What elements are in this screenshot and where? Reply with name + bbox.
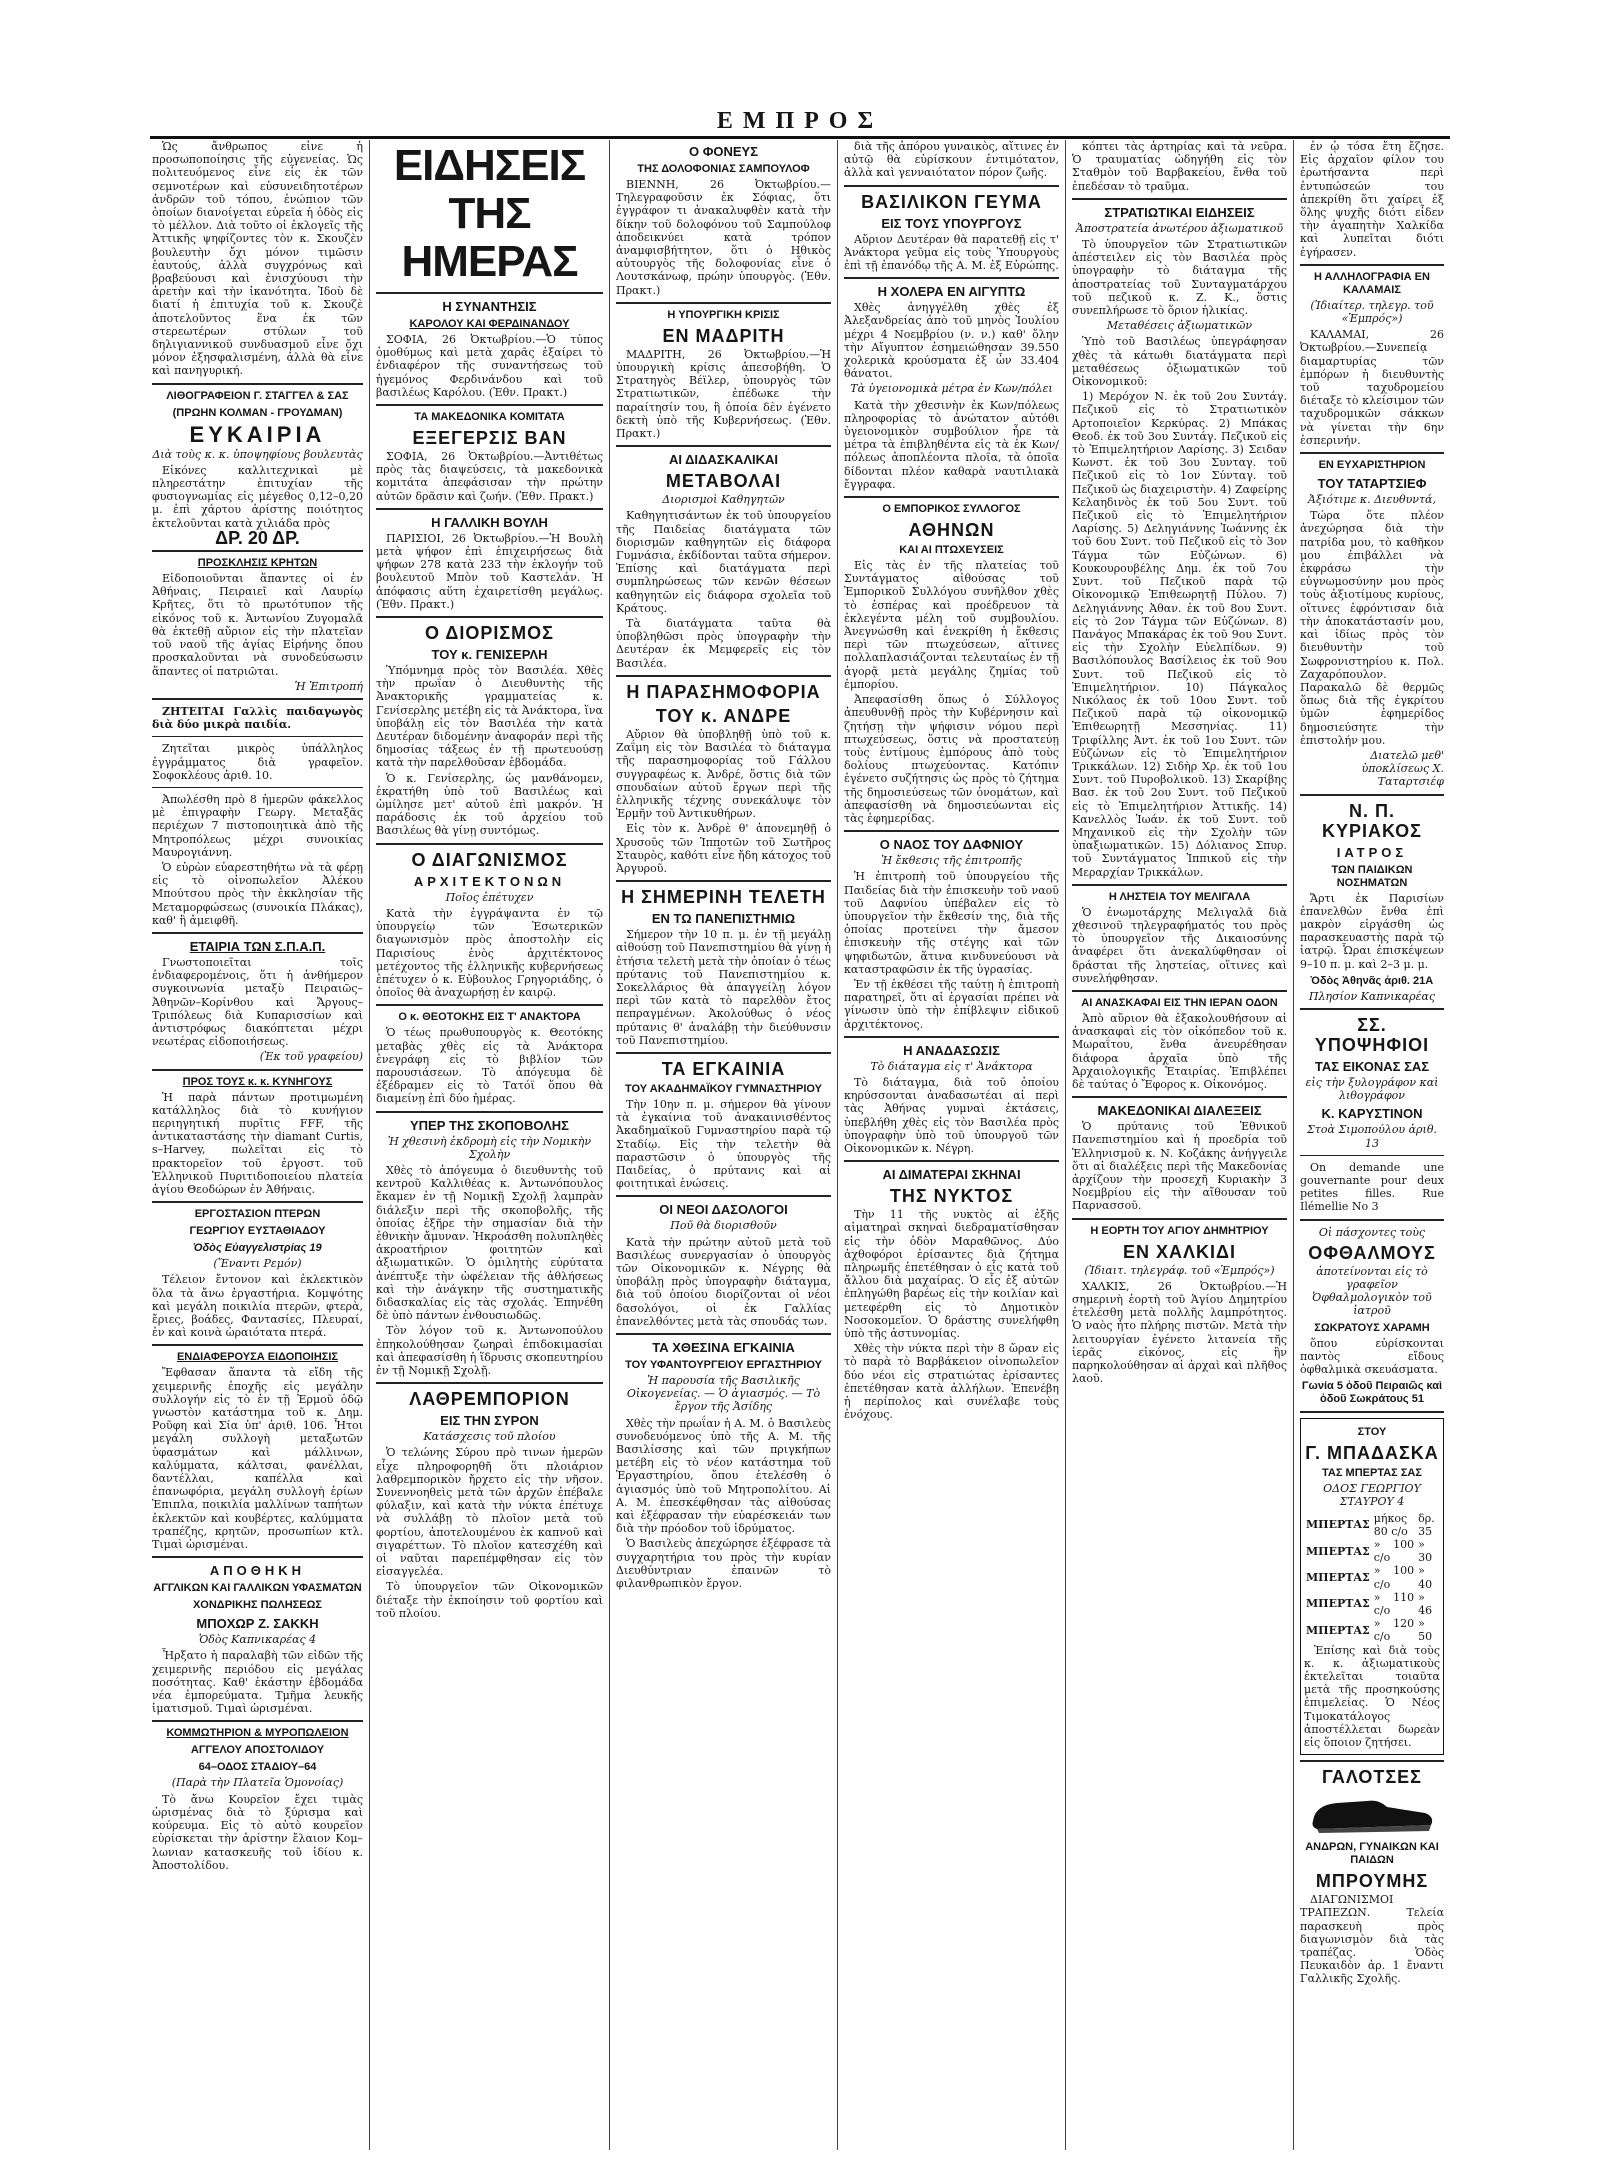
ad-address: Ὁδὸς Καπνικαρέας 4	[198, 1633, 317, 1647]
article-heading: ΣΤΡΑΤΙΩΤΙΚΑΙ ΕΙΔΗΣΕΙΣ	[1104, 204, 1255, 220]
ad-text: Τὸ ἄνω Κουρεῖον ἔχει τιμὰς ὡρισμένας διὰ τὸ ξύρισμα καὶ κούρευμα. Εἰς τὸ αὐτὸ κουρεῖον εὑρίσκεται τὴν ἀρίστην ἔλαιον Κομ–λωνιαν κατασκευῆς τοῦ ἰδίου κ. Ἀποστολίδου.	[152, 1792, 363, 1872]
article-text: Ὁ τέως πρωθυπουργὸς κ. Θεοτόκης μεταβὰς χθὲς εἰς τὰ Ἀνάκτορα ἐνεγράφη εἰς τὸ βιβλίον τῶν παρουσιάσεων. Τὸ ἀπόγευμα δὲ ἐξέδραμεν εἰς τὸ Τατόϊ ὅπου θὰ διαμείνῃ ἐπὶ δύο ἡμέρας.	[376, 1026, 603, 1106]
article-text: Ὁ τελώνης Σύρου πρὸ τινων ἡμερῶν εἶχε πληροφορηθῆ ὅτι πλοιάριον λαθρεμπορικὸν ἤρχετο εἰς τὴν νῆσον. Συνεννοηθεὶς μετὰ τῶν ἀρχῶν ἐπέβαλε φύλαξιν, καὶ κατὰ τὴν νύκτα ἐπέτυχε νὰ συλλάβῃ τὸ πλοῖον μετὰ τοῦ φορτίου, ἀποτελουμένου ἐκ καπνοῦ καὶ σιγαρέττων. Τὸ πλοῖον κατεσχέθη καὶ οἱ ναῦται παρεπέμφθησαν εἰς τὸν εἰσαγγελέα.	[376, 1446, 603, 1579]
ad-heading: ΚΟΜΜΩΤΗΡΙΟΝ & ΜΥΡΟΠΩΛΕΙΟΝ	[166, 1727, 349, 1740]
article-text: Τὸν λόγον τοῦ κ. Ἀντωνοπούλου ἐπηκολούθησαν ζωηραὶ ἐπιδοκιμασίαι καὶ ἀπεφασίσθη ἡ ἵδρυσις σκοπευτηρίου ἐν τῇ Νομικῇ Σχολῇ.	[376, 1324, 603, 1377]
article-subheading: ΑΘΗΝΩΝ	[908, 520, 995, 541]
price-cell-size: » 120 c/ο	[1373, 1617, 1415, 1644]
article-heading: Η ΣΗΜΕΡΙΝΗ ΤΕΛΕΤΗ	[621, 887, 826, 908]
notice-text: Γνωστοποιεῖται τοῖς ἐνδιαφερομένοις, ὅτι ἡ ἀνθήμερον συγκοινωνία μεταξὺ Πειραιῶς–Ἀθηνῶν–Κορίνθου καὶ Ἄργους–Τριπόλεως διὰ Κυπαρισσίων καὶ ἀντιστρόφως διακόπτεται μέχρι νεωτέρας εἰδοποιήσεως.	[152, 955, 363, 1049]
price-row	[1304, 1512, 1440, 1538]
notice-heading: ΠΡΟΣΚΛΗΣΙΣ ΚΡΗΤΩΝ	[197, 557, 318, 570]
article-text: Χθὲς τὸ ἀπόγευμα ὁ διευθυντὴς τοῦ κεντροῦ Καλλιθέας κ. Ἀντωνόπουλος ἔκαμεν ἐν τῇ Νομικῇ Σχολῇ λαμπρὰν διάλεξιν περὶ τῆς σκοποβολῆς, τῆς ὁποίας ἐξῆρε τὴν σημασίαν διὰ τὴν ἐθνικὴν ἄμυναν. Ἠκροάσθη πολυπληθὲς ἀκροατήριον φοιτητῶν καὶ ἀξιωματικῶν. Ὁ ὁμιλητὴς εὐρύτατα ἀνέπτυξε τὴν ὠφέλειαν τῆς ἀθλήσεως καὶ τὴν ἀνάγκην τῆς συστηματικῆς διδασκαλίας εἰς τὰς σχολάς. Ἐπηνέθη δὲ ὑπὸ πάντων ἐνθουσιωδῶς.	[376, 1163, 603, 1323]
price-row	[1304, 1538, 1440, 1564]
article-text: Χθὲς τὴν πρωΐαν ἡ Α. Μ. ὁ Βασιλεὺς συνοδευόμενος ὑπὸ τῆς Α. Μ. τῆς Βασιλίσσης καὶ τῶν πριγκήπων μετέβη εἰς τὸ νέον κατάστημα τοῦ Ἐργαστηρίου, ὅπου ἐτελέσθη ὁ ἁγιασμός ὑπὸ τοῦ Μητροπολίτου. Αἱ Α. Μ. ἐπεσκέφθησαν τὰς αἰθούσας καὶ ἐξέφρασαν τὴν εὐαρέσκειάν των διὰ τὴν πρόοδον τοῦ ἱδρύματος.	[616, 1416, 831, 1536]
article-heading: ΜΑΚΕΔΟΝΙΚΑΙ ΔΙΑΛΕΞΕΙΣ	[1097, 1103, 1262, 1119]
article-subheading: ΤΟΥ ΥΦΑΝΤΟΥΡΓΕΙΟΥ ΕΡΓΑΣΤΗΡΙΟΥ	[625, 1359, 822, 1371]
ad-heading: Γ. ΜΠΑΔΑΣΚΑ	[1305, 1443, 1439, 1464]
article-subheading: ΚΑΡΟΛΟΥ ΚΑΙ ΦΕΡΔΙΝΑΝΔΟΥ	[409, 318, 570, 330]
article-text: ΧΑΛΚΙΣ, 26 Ὀκτωβρίου.—Ἡ σημερινὴ ἑορτὴ τοῦ Ἁγίου Δημητρίου ἐτελέσθη μετὰ πολλῆς λαμπρότητος. Ὁ ναὸς ἦτο πλήρης πιστῶν. Μετὰ τὴν λειτουργίαν ἐγένετο λιτανεία τῆς ἱερᾶς εἰκόνος, εἰς ἣν παρηκολούθησαν αἱ ἀρχαὶ καὶ πλῆθος λαοῦ.	[1072, 1279, 1287, 1386]
ad-text: ΔΙΑΓΩΝΙΣΜΟΙ ΤΡΑΠΕΖΩΝ. Τελεία παρασκευὴ πρὸς διαγωνισμὸν διὰ τὰς τραπέζας. Ὁδὸς Πευκαιδὸν ἀρ. 1 ἔναντι Γαλλικῆς Σχολῆς.	[1300, 1893, 1444, 1986]
ad-subheading: ΤΑΣ ΕΙΚΟΝΑΣ ΣΑΣ	[1314, 1058, 1430, 1074]
ad-address: Ὁδὸς Εὐαγγελιστρίας 19	[193, 1242, 322, 1255]
ad-text: Ἔφθασαν ἅπαντα τὰ εἴδη τῆς χειμερινῆς ἐποχῆς εἰς μεγάλην συλλογήν εἰς τὸ ἐν τῇ Ἑρμοῦ ὁδῷ γνωστὸν κατάστημα τοῦ κ. Δημ. Ροῦφη καὶ Σία ὑπ' ἀριθ. 106. Ἦτοι μεγάλη συλλογὴ μεταξωτῶν ὑφασμάτων καὶ μάλλινων, καλύμματα, κάλτσαι, φανέλλαι, δαντέλλαι, καπέλλα καὶ ἐπανωφόρια, μεγάλη συλλογὴ ἐρίων Ἐπιπλα, ποικιλία μαλλίνων ταπήτων ἐκλεκτῶν καὶ κουβέρτες, καλύμματα τραπέζης, κρητῶν, προσωπίων κτλ. Τιμαὶ ὡρισμέναι.	[152, 1366, 363, 1552]
ad-heading: ΠΡΟΣ ΤΟΥΣ κ. κ. ΚΥΝΗΓΟΥΣ	[182, 1075, 333, 1088]
classified-text: Ἀπωλέσθη πρὸ 8 ἡμερῶν φάκελλος μὲ ἐπιγραφὴν Γεωργ. Μεταξᾶς περιέχων 7 πιστοποιητικὰ ἀπὸ τῆς Μητροπόλεως μέχρι συνοικίας Μαυρογιάννη.	[152, 792, 363, 859]
article-text: κόπτει τὰς ἀρτηρίας καὶ τὰ νεῦρα. Ὁ τραυματίας ὡδηγήθη εἰς τὸν Σταθμὸν τοῦ Βαρβακείου, ἔνθα τοῦ ἐπεδέσαν τὸ τραῦμα.	[1072, 140, 1287, 193]
article-kicker: Τὰ ὑγειονομικὰ μέτρα ἐν Κων/πόλει	[850, 382, 1053, 396]
price-cell-label: ΜΠΕΡΤΑΣ	[1306, 1571, 1370, 1585]
ad-heading: ΛΙΘΟΓΡΑΦΕΙΟΝ Γ. ΣΤΑΓΓΕΛ & ΣΑΣ	[166, 389, 349, 402]
ad-text: Τέλειον ἔντονον καὶ ἐκλεκτικὸν ὅλα τὰ ἄνω ἐργαστήρια. Κομψότης καὶ μεγάλη ποικιλία πτερῶν, φτερὰ, ἔριες, βοάδες, Φαντασίες, Πλευραί, ἐν καὶ κοινὰ ὡραιότατα πτερά.	[152, 1273, 363, 1340]
article-subheading: ΜΕΤΑΒΟΛΑΙ	[665, 471, 782, 492]
galoshes-icon	[1307, 1791, 1437, 1837]
ad-subheading: ΑΓΓΛΙΚΩΝ ΚΑΙ ΓΑΛΛΙΚΩΝ ΥΦΑΣΜΑΤΩΝ	[153, 1582, 362, 1595]
article-text: Ἀπεφασίσθη ὅπως ὁ Σύλλογος ἀπευθυνθῇ πρὸς τὴν Κυβέρνησιν καὶ ζητήσῃ τὴν ψήφισιν νόμου περὶ πτωχεύσεως, ὅστις νὰ προστατεύῃ τοὺς ἐντίμους ἐμπόρους ἀπὸ τοὺς δολίους πτωχεύοντας. Κατόπιν ἐγένετο συζήτησις ὡς πρὸς τὸ ζήτημα τῆς δημοσιεύσεως τῶν ὀνομάτων, καὶ ἀπεφασίσθη νὰ δημοσιεύωνται εἰς τὰς ἐφημερίδας.	[844, 693, 1059, 825]
article-heading: ΟΙ ΝΕΟΙ ΔΑΣΟΛΟΓΟΙ	[659, 1202, 788, 1218]
article-text: Κατὰ τὴν πρώτην αὐτοῦ μετὰ τοῦ Βασιλέως συνεργασίαν ὁ ὑπουργὸς τῶν Οἰκονομικῶν κ. Νέγρης θὰ ὑποβάλῃ πρὸς ὑπογραφὴν διάταγμα, διὰ τοῦ ὁποίου διορίζονται οἱ νέοι δασολόγοι, οἱ ἐκ Γαλλίας ἐπανελθόντες μετὰ τὰς σπουδάς των.	[616, 1235, 831, 1328]
ad-subheading: ΧΟΝΔΡΙΚΗΣ ΠΩΛΗΣΕΩΣ	[192, 1599, 323, 1612]
notice-heading: ΕΤΑΙΡΙΑ ΤΩΝ Σ.Π.Α.Π.	[189, 938, 326, 954]
article-kicker: Διορισμοὶ Καθηγητῶν	[662, 493, 785, 507]
ad-address: 64–ΟΔΟΣ ΣΤΑΔΙΟΥ–64	[198, 1761, 317, 1774]
article-kicker: Ποῦ θὰ διορισθοῦν	[670, 1219, 777, 1233]
ad-text: ἀποτείνονται εἰς τὸ γραφεῖον Ὀφθαλμολογικὸν τοῦ ἰατροῦ	[1312, 1264, 1432, 1318]
article-text: Εἰς τὸν κ. Ἀνδρὲ θ' ἀπονεμηθῇ ὁ Χρυσοῦς τῶν Ἱπποτῶν τοῦ Σωτῆρος Σταυρὸς, καθότι εἶνε ἤδη κάτοχος τοῦ Ἀργυροῦ.	[616, 822, 831, 875]
article-text: Αὔριον Δευτέραν θὰ παρατεθῇ εἰς τ' Ἀνάκτορα γεῦμα εἰς τοὺς Ὑπουργοὺς ἐπὶ τῇ ἐπανόδῳ τῆς Α. Μ. ἐξ Εὐρώπης.	[844, 232, 1059, 273]
ad-price: ΔΡ. 20 ΔΡ.	[215, 527, 300, 548]
article-heading: Η ΑΝΑΔΑΣΩΣΙΣ	[903, 1042, 1000, 1058]
article-kicker: Ἀποστρατεία ἀνωτέρου ἀξιωματικοῦ	[1075, 221, 1284, 235]
article-subheading: ΕΙΣ ΤΟΥΣ ΥΠΟΥΡΓΟΥΣ	[881, 215, 1022, 231]
article-heading: ΕΝ ΕΥΧΑΡΙΣΤΗΡΙΟΝ	[1318, 459, 1426, 472]
ad-address-note: (Παρὰ τὴν Πλατεῖα Ὁμονοίας)	[171, 1776, 344, 1790]
article-heading: ΑΙ ΑΝΑΣΚΑΦΑΙ ΕΙΣ ΤΗΝ ΙΕΡΑΝ ΟΔΟΝ	[1081, 996, 1278, 1009]
article-kicker: Ἀξιότιμε κ. Διευθυντά,	[1308, 493, 1436, 507]
ad-text: Ἄρτι ἐκ Παρισίων ἐπανελθὼν ἔνθα ἐπὶ μακρὸν εἰργάσθη ὡς παρασκευαστὴς παρὰ τῷ ἰατρῷ. Ὧραι ἐπισκέψεων 9–10 π. μ. καὶ 2–3 μ. μ.	[1300, 891, 1444, 971]
article-heading: Ο ΝΑΟΣ ΤΟΥ ΔΑΦΝΙΟΥ	[879, 837, 1024, 853]
article-text: Ὁ πρύτανις τοῦ Ἐθνικοῦ Πανεπιστημίου καὶ ἡ προεδρία τοῦ Ἑλληνισμοῦ κ. Ν. Κοζάκης ἀνήγγειλε ὅτι αἱ διαλέξεις περὶ τῆς Μακεδονίας ἀρχίζουν τὴν προσεχῆ Κυριακὴν 3 Νοεμβρίου εἰς τὴν αἴθουσαν τοῦ Παρνασσοῦ.	[1072, 1120, 1287, 1213]
ad-heading: ΕΝΔΙΑΦΕΡΟΥΣΑ ΕΙΔΟΠΟΙΗΣΙΣ	[176, 1351, 339, 1364]
article-heading: Η ΑΛΛΗΛΟΓΡΑΦΙΑ ΕΝ ΚΑΛΑΜΑΙΣ	[1314, 270, 1430, 296]
price-cell-label: ΜΠΕΡΤΑΣ	[1306, 1597, 1370, 1611]
article-text: Καθηγητισάντων ἐκ τοῦ ὑπουργείου τῆς Παιδείας διατάγματα τῶν διορισμῶν καθηγητῶν εἰς διάφορα Γυμνάσια, ἐκδίδονται ταῦτα σήμερον. Ἐπίσης καὶ διατάγματα περὶ συμπληρώσεως τῶν κενῶν θέσεων καθηγητῶν εἰς διάφορα σχολεῖα τοῦ Κράτους.	[616, 509, 831, 615]
ad-text: ὅπου εὑρίσκονται παντὸς εἴδους ὀφθαλμικὰ σκευάσματα.	[1300, 1336, 1444, 1376]
price-cell-label: ΜΠΕΡΤΑΣ	[1306, 1518, 1370, 1532]
article-text: ΣΟΦΙΑ, 26 Ὀκτωβρίου.—Ἀντιθέτως πρὸς τὰς διαψεύσεις, τὰ μακεδονικὰ κομιτάτα ἀπεφάσισαν τὴν πρώτην αὐτῶν δρᾶσιν καὶ ζωήν. (Ἐθν. Πρακτ.)	[376, 450, 603, 503]
ad-owner: ΜΠΡΟΥΜΗΣ	[1315, 1871, 1429, 1892]
column-3	[616, 140, 838, 2150]
article-heading: Η ΓΑΛΛΙΚΗ ΒΟΥΛΗ	[431, 514, 548, 530]
article-heading: Ο ΦΟΝΕΥΣ	[688, 144, 759, 159]
ad-subheading: ΤΑΣ ΜΠΕΡΤΑΣ ΣΑΣ	[1322, 1467, 1422, 1480]
classified-text: Ὁ εὑρὼν εὐαρεστηθήτω νὰ τὰ φέρῃ εἰς τὸ οἰνοπωλεῖον Ἀλέκου Μπούτσου πρὸς τὴν ἐκκλησίαν τῆς Μεταμορφώσεως (συνοικία Πλάκας), καθ' ἣ ἀμειφθῆ.	[152, 860, 363, 927]
price-row	[1304, 1564, 1440, 1590]
classified-text: ΖΗΤΕΙΤΑΙ Γαλλὶς παιδαγωγὸς διὰ δύο μικρὰ παιδία.	[152, 704, 363, 732]
article-subheading: ΕΝ ΧΑΛΚΙΔΙ	[1123, 1241, 1236, 1262]
article-heading: ΤΑ ΜΑΚΕΔΟΝΙΚΑ ΚΟΜΙΤΑΤΑ	[414, 411, 565, 424]
article-kicker: (Ἰδιαίτερ. τηλεγρ. τοῦ «Ἐμπρός»)	[1310, 298, 1434, 326]
price-cell-price: » 30	[1418, 1538, 1433, 1565]
article-text: Ὑπὸ τοῦ Βασιλέως ὑπεγράφησαν χθὲς τὰ κάτωθι διατάγματα περὶ μεταθέσεως ὀξιωματικῶν τοῦ Οἰκονομικοῦ:	[1072, 335, 1287, 389]
ad-address: Στοὰ Σιμοπούλου ἀριθ. 13	[1307, 1123, 1437, 1150]
article-text: ΜΑΔΡΙΤΗ, 26 Ὀκτωβρίου.—Ἡ ὑπουργικὴ κρίσις ἀπεσοβήθη. Ὁ Στρατηγὸς Βέϊλερ, ὑπουργὸς τῶν Στρατιωτικῶν, ἐπέδωκε τὴν παραίτησίν του, ἣ ὁποία δὲν ἐγένετο δεκτὴ ὑπὸ τῆς Κυβερνήσεως. (Ἐθν. Πρακτ.)	[616, 347, 831, 441]
article-subheading: ΤΗΣ ΔΟΛΟΦΟΝΙΑΣ ΣΑΜΠΟΥΛΟΦ	[637, 163, 810, 175]
column-1	[152, 140, 370, 2150]
article-heading: Η ΕΟΡΤΗ ΤΟΥ ΑΓΙΟΥ ΔΗΜΗΤΡΙΟΥ	[1090, 1224, 1269, 1237]
article-text: Τὸ διάταγμα, διὰ τοῦ ὁποίου κηρύσσονται ἀναδασωτέαι αἱ περὶ τὰς Ἀθήνας γυμναὶ ἐκτάσεις, ὑπεβλήθη χθὲς εἰς τὸν Βασιλέα πρὸς ὑπογραφὴν ὑπὸ τοῦ ὑπουργοῦ τῶν Οἰκονομικῶν κ. Νέγρη.	[844, 1075, 1059, 1155]
ad-kicker: Οἱ πάσχοντες τοὺς	[1318, 1225, 1426, 1239]
article-kicker: Ἡ χθεσινὴ ἐκδρομὴ εἰς τὴν Νομικὴν Σχολὴν	[387, 1134, 592, 1161]
price-row	[1304, 1591, 1440, 1617]
ad-title: ΙΑΤΡΟΣ	[1336, 844, 1408, 860]
newspaper-title: ΕΜΠΡΟΣ	[716, 108, 884, 134]
ad-owner: ΑΓΓΕΛΟΥ ΑΠΟΣΤΟΛΙΔΟΥ	[190, 1744, 325, 1757]
article-heading: ΤΑ ΕΓΚΑΙΝΙΑ	[661, 1058, 786, 1079]
masthead	[150, 108, 1450, 139]
ad-title: ΕΥΚΑΙΡΙΑ	[189, 421, 326, 447]
ad-heading: ΓΑΛΟΤΣΕΣ	[1322, 1767, 1422, 1788]
article-heading: ΛΑΘΡΕΜΠΟΡΙΟΝ	[409, 1389, 570, 1410]
article-heading: Ο κ. ΘΕΟΤΟΚΗΣ ΕΙΣ Τ' ΑΝΑΚΤΟΡΑ	[398, 1011, 581, 1024]
article-text: Κατὰ τὴν ἐγγράψαντα ἐν τῷ ὑπουργείῳ τῶν Ἐσωτερικῶν διαγωνισμὸν πρὸς ἀποστολὴν εἰς Παρισίους ἑνὸς ἀρχιτέκτονος μετέχοντος τῆς ἑλληνικῆς κυβερνήσεως ἐπέτυχεν ὁ κ. Εὐβουλος Γρηγοριάδης, ὁ ὁποῖος θὰ ἀναχωρήσῃ ἐν καιρῷ.	[376, 906, 603, 1000]
ad-address-note: Πλησίον Καπνικαρέας	[1308, 989, 1436, 1003]
article-text: διὰ τῆς ἀπόρου γυναικὸς, αἵτινες ἐν αὐτῷ θὰ εὑρίσκουν ἐντιμότατον, ἀλλὰ καὶ γενναιότατον πόρον ζωῆς.	[844, 140, 1059, 180]
article-text: Τὴν 10ην π. μ. σήμερον θὰ γίνουν τὰ ἐγκαίνια τοῦ ἀνακαινισθέντος Ἀκαδημαϊκοῦ Γυμναστηρίου παρὰ τῷ Σταδίῳ. Εἰς τὴν τελετὴν θὰ παραστῶσιν ὁ ὑπουργὸς τῆς Παιδείας, ὁ πρύτανις καὶ αἱ φοιτητικαὶ ἑνώσεις.	[616, 1097, 831, 1191]
article-heading: Η ΠΑΡΑΣΗΜΟΦΟΡΙΑ	[626, 681, 821, 702]
article-kicker: Ἡ ἔκθεσις τῆς ἐπιτροπῆς	[881, 854, 1022, 868]
article-subheading: ΚΑΙ ΑΙ ΠΤΩΧΕΥΣΕΙΣ	[899, 544, 1004, 557]
article-kicker: (Ἰδιαιτ. τηλεγράφ. τοῦ «Ἐμπρός»)	[1084, 1263, 1275, 1277]
article-heading: Ο ΔΙΑΓΩΝΙΣΜΟΣ	[411, 849, 568, 870]
article-heading: ΑΙ ΔΙΜΑΤΕΡΑΙ ΣΚΗΝΑΙ	[882, 1167, 1021, 1183]
article-subheading: ΤΗΣ ΝΥΚΤΟΣ	[889, 1186, 1014, 1207]
price-cell-size: » 100 c/ο	[1373, 1538, 1415, 1565]
ad-subheading: ΑΝΔΡΩΝ, ΓΥΝΑΙΚΩΝ ΚΑΙ ΠΑΙΔΩΝ	[1305, 1841, 1439, 1867]
article-text: Τὸ ὑπουργεῖον τῶν Οἰκονομικῶν διέταξε τὴν ἐκποίησιν τοῦ φορτίου καὶ τοῦ πλοίου.	[376, 1580, 603, 1620]
price-cell-size: μήκος 80 c/ο	[1373, 1511, 1408, 1538]
article-heading: Η ΧΟΛΕΡΑ ΕΝ ΑΙΓΥΠΤΩ	[877, 284, 1026, 300]
ad-owner: ΓΕΩΡΓΙΟΥ ΕΥΣΤΑΘΙΑΔΟΥ	[189, 1225, 326, 1238]
article-heading: ΑΙ ΔΙΔΑΣΚΑΛΙΚΑΙ	[668, 452, 779, 468]
article-heading: Ο ΔΙΟΡΙΣΜΟΣ	[425, 623, 554, 644]
column-5	[1072, 140, 1294, 2150]
article-text: ΚΑΛΑΜΑΙ, 26 Ὀκτωβρίου.—Συνεπείᾳ διαμαρτυρίας τῶν ἐμπόρων ἡ διευθυντὴς τοῦ ταχυδρομείου διέταξε τὸ κλείσιμον τῶν ταχυδρομικῶν σάκκων νὰ γίνεται τὴν 6ην ἑσπερινήν.	[1300, 328, 1444, 447]
ad-heading: ΑΠΟΘΗΚΗ	[209, 1563, 306, 1579]
article-subheading: ΕΙΣ ΤΗΝ ΣΥΡΟΝ	[440, 1413, 539, 1429]
price-cell-price: » 50	[1418, 1617, 1433, 1644]
article-text: Ὡς ἄνθρωπος εἶνε ἡ προσωποποίησις τῆς εὐγενείας. Ὡς πολιτευόμενος εἶνε εἷς ἐκ τῶν σεμνοτέρων καὶ εὐσυνειδητοτέρων ἀνδρῶν τοῦ τόπου, ἐνώπιον τῶν ὁποίων διανοίγεται εὐρεῖα ἡ ὁδὸς εἰς τὸ μέλλον. Διὰ τοῦτο οἱ ἐκλογεῖς τῆς Ἀττικῆς ψηφίζοντες τὸν κ. Σκουζὲν βουλευτὴν ὄχι μόνον τιμῶσιν ἑαυτούς, ἀλλὰ συγχρόνως καὶ βραβεύουσι καὶ ἐνισχύουσι τὴν ἀρετὴν καὶ τὴν ἱκανότητα. Ἰδοὺ δὲ διατί ἡ ἐπιτυχία τοῦ κ. Σκουζὲ ἀποτελοῦντος ἕνα ἐκ τῶν στερεωτέρων στύλων τοῦ δηλιγιαννικοῦ συνδυασμοῦ εἶνε ὄχι μόνον ἐξησφαλισμένη, ἀλλὰ θὰ εἶνε καὶ πανηγυρική.	[152, 140, 363, 378]
section-banner: ΕΙΔΗΣΕΙΣ ΤΗΣ ΗΜΕΡΑΣ	[393, 141, 586, 286]
article-text: Ἀπὸ αὔριον θὰ ἐξακολουθήσουν αἱ ἀνασκαφαὶ εἰς τὸν οἰκόπεδον τοῦ κ. Μωραΐτου, ἔνθα ἀνευρέθησαν διάφορα ἀρχαῖα ὑπὸ τῆς Ἀρχαιολογικῆς Ἑταιρίας. Ἐπιβλέπει δὲ ταύτας ὁ Ἔφορος κ. Οἰκονόμος.	[1072, 1011, 1287, 1091]
article-text: Κατὰ τὴν χθεσινὴν ἐκ Κων/πόλεως πληροφορίας τὸ ἀνώτατον αὐτόθι ὑγειονομικὸν συμβούλιον ἦρε τὰ μέτρα τὰ ἐπιβληθέντα εἰς τὰ ἐκ Κων/πόλεως ἀποπλέοντα πλοῖα, τὰ ὁποῖα δίδονται πλέον καθαρὰ ναυτιλιακὰ ἔγγραφα.	[844, 398, 1059, 491]
price-table	[1304, 1512, 1440, 1644]
classified-text: Ζητεῖται μικρὸς ὑπάλληλος ἐγγράμματος διὰ γραφεῖον. Σοφοκλέους ἀριθ. 10.	[152, 742, 363, 782]
ad-text: On demande une gouvernante pour deux petites filles. Rue Ilémellie No 3	[1300, 1160, 1444, 1214]
article-text: ΣΟΦΙΑ, 26 Ὀκτωβρίου.—Ὁ τύπος ὁμοθύμως καὶ μετὰ χαρᾶς ἐξαίρει τὸ ἐνδιαφέρον τῆς συναντήσεως τοῦ ἡγεμόνος Φερδινάνδου καὶ τοῦ βασιλέως Καρόλου. (Ἐθν. Πρακτ.)	[376, 333, 603, 399]
price-cell-price: » 40	[1418, 1564, 1433, 1591]
ad-address: Ὁδὸς Ἀθηνᾶς ἀριθ. 21Α	[1310, 974, 1434, 987]
column-4	[844, 140, 1066, 2150]
ad-heading: ΕΡΓΟΣΤΑΣΙΟΝ ΠΤΕΡΩΝ	[194, 1208, 321, 1221]
article-text: Ἐν τῇ ἐκθέσει τῆς ταύτῃ ἡ ἐπιτροπὴ παρατηρεῖ, ὅτι αἱ ἐργασίαι πρέπει νὰ γίνωσιν ὑπὸ τὴν ἐπίβλεψιν εἰδικοῦ ἀρχιτέκτονος.	[844, 977, 1059, 1031]
article-text: Ὁ Βασιλεὺς ἀπεχώρησε ἐξέφρασε τὰ συγχαρητήρια του πρὸς τὴν κυρίαν Διευθύντριαν ἐπαινῶν τὸ φιλανθρωπικὸν ἔργον.	[616, 1537, 831, 1591]
article-heading: Η ΛΗΣΤΕΙΑ ΤΟΥ ΜΕΛΙΓΑΛΑ	[1108, 890, 1251, 903]
article-text: Ὑπόμνημα πρὸς τὸν Βασιλέα. Χθὲς τὴν πρωΐαν ὁ Διευθυντὴς τῆς Ἀνακτορικῆς γραμματείας κ. Γενίσερλης μετέβη εἰς τὰ Ἀνάκτορα, ἵνα ὑποβάλῃ εἰς τὸν Βασιλέα τὴν κατὰ Δευτέραν διδομένην ἀναφοράν περὶ τῆς δημοσίας τάξεως ἐν τῇ πρωτευούσῃ κατὰ τὴν παρελθοῦσαν ἑβδομάδα.	[376, 664, 603, 770]
price-row	[1304, 1617, 1440, 1643]
article-list: 1) Μερόχον Ν. ἐκ τοῦ 2ου Συντάγ. Πεζικοῦ εἰς τὸ Στρατιωτικὸν Αρτοποιεῖον Κερκύρας. 2) Μπάκας Θεοδ. ἐκ τοῦ 3ου Συντάγ. Πεζικοῦ εἰς τὸ Ἐπιμελητήριον Λαρίσης. 3) Σειδαν Κωνστ. ἐκ τοῦ 3ου Συνταγ. τοῦ Πεζικοῦ εἰς τὸ 1ον Σύνταγ. τοῦ Πεζικοῦ ὡς διαχειριστὴν. 4) Ζαφείρης Κελαηδινὸς ἐκ τοῦ 5ου Συντ. τοῦ Πεζικοῦ εἰς τὸ Ἐπιμελητήριον Λαρίσης. 5) Δεληγιάννης Ἰωάννης ἐκ τοῦ 6ου Συντ. τοῦ Πεζικοῦ εἰς τὸ 3ον Τάγμα τῶν Εὐζώνων. 6) Κουκουρουβέλης Δημ. ἐκ τοῦ 7ου Συντ. τοῦ Πεζικοῦ παρὰ τῷ Οἰκονομικῷ Ἐπιθεωρητῇ Πύλου. 7) Δεληγιάννης Ἀθαν. ἐκ τοῦ 8ου Συντ. εἰς τὸ 2ον Τάγμα τῶν Εὐζώνων. 8) Πανάγος Μπακάρας ἐκ τοῦ 9ου Συντ. εἰς τὴν Σχολὴν Εὐελπίδων. 9) Βασιλόπουλος Βασίλειος ἐκ τοῦ 9ου Συντ. τοῦ Πεζικοῦ εἰς τὸ Ἐπιμελητήριον. 10) Πάγκαλος Νικόλαος ἐκ τοῦ 10ου Συντ. τοῦ Πεζικοῦ παρὰ τῷ οἰκονομικῷ Ἐπιθεωρητῇ Μεσσηνίας. 11) Τριφίλλης Ἀντ. ἐκ τοῦ 1ου Συντ. τῶν Εὐζώνων εἰς τὸ Ἐπιμελητήριον Τρικκάλων. 12) Σιδὴρ Χρ. ἐκ τοῦ 1ου Συντ. τοῦ Πυροβολικοῦ. 13) Σκαρίβης Βασ. ἐκ τοῦ 2ου Συντ. τοῦ Πεζικοῦ εἰς τὸ Ἐπιμελητήριον Ἀττικῆς. 14) Κανελλὸς Ἰωάν. ἐκ τοῦ Συντ. τοῦ Μηχανικοῦ εἰς τὴν Σχολὴν τῶν ὑπαξιωματικῶν. 15) Δόλιανος Σπυρ. τοῦ Συντάγματος Ἱππικοῦ εἰς τὴν Μεραρχίαν Τρικκάλων.	[1072, 390, 1287, 879]
article-text: ΠΑΡΙΣΙΟΙ, 26 Ὀκτωβρίου.—Ἡ Βουλὴ μετὰ ψήφον ἐπὶ ἐπιχειρήσεως διὰ ψήφων 278 κατὰ 233 τὴν ἐκλογήν τοῦ βουλευτοῦ Μπὸν τοῦ Καστελάν. Ἡ ἀπόφασις αὕτη ἐχαιρετίσθη μεγάλως. (Ἐθν. Πρακτ.)	[376, 531, 603, 611]
article-heading: ΥΠΕΡ ΤΗΣ ΣΚΟΠΟΒΟΛΗΣ	[410, 1117, 569, 1133]
column-2	[376, 140, 610, 2150]
article-text: Ὁ ἐνωμοτάρχης Μελιγαλᾶ διὰ χθεσινοῦ τηλεγραφήματός του πρὸς τὸ ὑπουργεῖον τῆς Δικαιοσύνης ἀναφέρει ὅτι ἀνεκαλύφθησαν οἱ δράσται τῆς ληστείας, οἵτινες καὶ συνελήφθησαν.	[1072, 905, 1287, 985]
article-subheading: ΕΝ ΤΩ ΠΑΝΕΠΙΣΤΗΜΙΩ	[651, 911, 796, 927]
article-subheading: ΑΡΧΙΤΕΚΤΟΝΩΝ	[413, 873, 566, 889]
article-text: ἐν ᾧ τόσα ἔτη ἔζησε. Εἰς ἀρχαῖον φίλον του ἐρωτήσαντα περὶ ἐντυπώσεών του ἀπεκρίθη ὅτι χαίρει ἐξ ὅλης ψυχῆς διότι εἶδεν τὴν ἀγαπητὴν Χαλκίδα καὶ λυπεῖται διότι ἐγήρασεν.	[1300, 140, 1444, 259]
article-text: Αὔριον θὰ ὑποβληθῇ ὑπὸ τοῦ κ. Ζαΐμη εἰς τὸν Βασιλέα τὸ διάταγμα τῆς παρασημοφορίας τοῦ Γάλλου συγγραφέως κ. Ἀνδρέ, ὅστις διὰ τῶν σπουδαίων αὐτοῦ ἔργων περὶ τῆς ἑλληνικῆς τέχνης συνεκάλυψε τὸν Ἑρμῆν τοῦ Ἀντικυθήρων.	[616, 727, 831, 821]
article-text: Τὸ ὑπουργεῖον τῶν Στρατιωτικῶν ἀπέστειλεν εἰς τὸν Βασιλέα πρὸς ὑπογραφὴν τὸ διάταγμα τῆς ἀποστρατείας τοῦ Συνταγματάρχου τοῦ πεζικοῦ κ. Ζ. Κ., ὅστις συνεπλήρωσε τὸ ὅριον ἡλικίας.	[1072, 238, 1287, 318]
ad-owner: Κ. ΚΑΡΥΣΤΙΝΟΝ	[1321, 1106, 1423, 1122]
price-cell-label: ΜΠΕΡΤΑΣ	[1306, 1623, 1370, 1637]
article-kicker: Τὸ διάταγμα εἰς τ' Ἀνάκτορα	[870, 1059, 1033, 1073]
article-subheading: ΤΟΥ κ. ΓΕΝΙΣΕΡΛΗ	[431, 647, 548, 663]
article-kicker: Ποῖος ἐπέτυχεν	[445, 890, 534, 904]
article-text: Χθὲς ἀνηγγέλθη χθὲς ἐξ Ἀλεξανδρείας ἀπὸ τοῦ μηνὸς Ἰουλίου μέχρι 4 Νοεμβρίου (ν. ν.) καθ' ὅλην τὴν Αἴγυπτον ἐσημειώθησαν 39.550 χολερικὰ κρούσματα ἐξ ὧν 33.404 θάνατοι.	[844, 301, 1059, 381]
ad-text: Ἦρξατο ἡ παραλαβὴ τῶν εἰδῶν τῆς χειμερινῆς περιόδου εἰς μεγάλας ποσότητας. Καθ' ἑκάστην ἑβδομάδα νέα ἐμπορεύματα. Τμῆμα λευκῆς ἱματισμοῦ. Τιμαὶ ὡρισμέναι.	[152, 1649, 363, 1716]
notice-text: Εἰδοποιοῦνται ἅπαντες οἱ ἐν Ἀθήναις, Πειραιεῖ καὶ Λαυρίῳ Κρῆτες, ὅτι τὸ πρωτότυπον τῆς εἰκόνος τοῦ κ. Ἀντωνίου Ζυγομαλᾶ θὰ ἐκτεθῇ αὔριον εἰς τὴν πλατεῖαν τοῦ ναοῦ τῆς ἁγίας Εἰρήνης ὅπου προσκαλοῦνται νὰ συνοδεύσωσιν ἅπαντες οἱ πατριῶται.	[152, 572, 363, 678]
price-cell-size: » 110 c/ο	[1373, 1590, 1415, 1618]
ad-subheading: ΤΩΝ ΠΑΙΔΙΚΩΝ ΝΟΣΗΜΑΤΩΝ	[1331, 863, 1413, 889]
ad-address-note: (Ἔναντι Ρεμόν)	[213, 1257, 302, 1271]
article-text: Τὰ διατάγματα ταῦτα θὰ ὑποβληθῶσι πρὸς ὑπογραφὴν τὴν Δευτέραν ἐκ Μεμφερεῖς εἰς τὸν Βασιλέα.	[616, 617, 831, 670]
article-subheading: ΤΟΥ ΑΚΑΔΗΜΑΪΚΟΥ ΓΥΜΝΑΣΤΗΡΙΟΥ	[625, 1082, 822, 1095]
article-text: Τὴν 11 τῆς νυκτὸς αἱ ἐξῆς αἱματηραὶ σκηναὶ διεδραματίσθησαν εἰς τὴν ὁδὸν Μαραθῶνος. Δύο ἀχθοφόροι ἐρίσαντες διὰ ζήτημα πληρωμῆς ἐπετέθησαν ὁ εἷς κατὰ τοῦ ἄλλου διὰ μαχαίρας. Ὁ εἷς ἐξ αὐτῶν ἐπληγώθη βαρέως εἰς τὴν κοιλίαν καὶ μετεφέρθη εἰς τὸ Δημοτικὸν Νοσοκομεῖον. Ὁ δράστης συνελήφθη ὑπὸ τῆς ἀστυνομίας.	[844, 1208, 1059, 1341]
article-text: Ἡ ἐπιτροπὴ τοῦ ὑπουργείου τῆς Παιδείας διὰ τὴν ἐπισκευὴν τοῦ ναοῦ τοῦ Δαφνίου ὑπέβαλεν εἰς τὸ ὑπουργεῖον τὴν ἔκθεσίν της, διὰ τῆς ὁποίας προτείνει τὴν ἄμεσον ἐπισκευὴν τῆς στέγης καὶ τῶν ψηφιδωτῶν, ἅτινα κινδυνεύουσι νὰ καταστραφῶσιν ἐκ τῆς ὑγρασίας.	[844, 870, 1059, 976]
article-text: Εἰς τὰς ἐν τῆς πλατείας τοῦ Συντάγματος αἰθούσας τοῦ Ἐμπορικοῦ Συλλόγου συνῆλθον χθὲς τὸ ἑσπέρας καὶ προέδρευον τὰ ἐκλεγέντα μέλη τοῦ συμβουλίου. Ἀνεγνώσθη καὶ ἐνεκρίθη ἡ ἔκθεσις περὶ τῶν πτωχεύσεων, αἵτινες πολλαπλασιάζονται τελευταίως ἐν τῇ ἀγορᾷ μετὰ μεγάλης ζημίας τοῦ ἐμπορίου.	[844, 559, 1059, 691]
article-subheading: ΕΝ ΜΑΔΡΙΤΗ	[662, 325, 785, 346]
article-text: Σήμερον τὴν 10 π. μ. ἐν τῇ μεγάλῃ αἰθούσῃ τοῦ Πανεπιστημίου θὰ γίνῃ ἡ ἐτήσια τελετὴ μετὰ τὴν ὁποίαν ὁ τέως πρύτανις τοῦ Πανεπιστημίου κ. Σοκελλάριος θὰ ἀπαγγείλῃ λόγον περὶ τῶν κατὰ τὸ παρελθὸν ἔτος πεπραγμένων. Ἀκολούθως ὁ νέος πρύτανις θ' ἀναλάβῃ τὴν διεύθυνσιν τοῦ Πανεπιστημίου.	[616, 928, 831, 1047]
article-subheading: ΕΞΕΓΕΡΣΙΣ ΒΑΝ	[412, 428, 567, 449]
ad-address: Γωνία 5 ὁδοῦ Πειραιῶς καὶ ὁδοῦ Σωκράτους 51	[1301, 1380, 1443, 1406]
ad-owner: ΜΠΟΧΩΡ Ζ. ΣΑΚΚΗ	[196, 1616, 319, 1632]
ad-kicker: ΣΤΟΥ	[1357, 1426, 1387, 1439]
price-cell-price: δρ. 35	[1418, 1511, 1435, 1538]
article-text: ΒΙΕΝΝΗ, 26 Ὀκτωβρίου.—Τηλεγραφοῦσιν ἐκ Σόφιας, ὅτι ἐγγράφον τι ἀνακαλυφθὲν κατὰ τὴν δίκην τοῦ δολοφόνου τοῦ Σαμπούλοφ ἀποδεικνύει κατὰ τρόπον ἀναμφισβήτητον, ὅτι ὁ Ηθικὸς αὐτουργὸς τῆς δολοφονίας εἶνε ὁ Λουτσκάνωφ, πρώην ὑπουργὸς. (Ἐθν. Πρακτ.)	[616, 178, 831, 297]
article-heading: ΤΑ ΧΘΕΣΙΝΑ ΕΓΚΑΙΝΙΑ	[652, 1340, 795, 1355]
ad-heading: Ν. Π. ΚΥΡΙΑΚΟΣ	[1322, 800, 1422, 841]
article-heading: ΒΑΣΙΛΙΚΟΝ ΓΕΥΜΑ	[861, 191, 1042, 212]
price-cell-size: » 100 c/ο	[1373, 1564, 1415, 1591]
price-cell-label: ΜΠΕΡΤΑΣ	[1306, 1544, 1370, 1558]
tailor-ad	[1300, 1418, 1444, 1755]
article-text: Χθὲς τὴν νύκτα περὶ τὴν 8 ὥραν εἰς τὸ παρὰ τὸ Βαρβάκειον οἰνοπωλεῖον δύο νέοι εἰς στρατιώτας ἐρίσαντες ἐπετέθησαν κατὰ ἀλλήλων. Ἐπενέβη ἡ περίπολος καὶ συνέλαβε τοὺς ἐνόχους.	[844, 1342, 1059, 1422]
ad-heading: ΣΣ. ΥΠΟΨΗΦΙΟΙ	[1314, 1014, 1430, 1055]
column-6	[1300, 140, 1450, 2150]
article-kicker: Μεταθέσεις ἀξιωματικῶν	[1106, 319, 1253, 333]
article-heading: Η ΥΠΟΥΡΓΙΚΗ ΚΡΙΣΙΣ	[667, 308, 780, 321]
ad-subheading: (ΠΡΩΗΝ ΚΟΛΜΑΝ - ΓΡΟΥΔΜΑΝ)	[172, 406, 343, 419]
article-subheading: ΤΟΥ κ. ΑΝΔΡΕ	[655, 705, 792, 726]
ad-text: εἰς τὴν ξυλογράφον καὶ λιθογράφον	[1305, 1075, 1439, 1103]
article-text: Τώρα ὅτε πλέον ἀνεχώρησα διὰ τὴν πατρίδα μου, τὸ καθῆκον μου ἐπιβάλλει νὰ ἐκφράσω τὴν εὐγνωμοσύνην μου πρὸς τοὺς ἀξιοτίμους κυρίους, οἵτινες ἐφρόντισαν διὰ τὴν ἀποκατάστασίν μου, καὶ ἰδίως πρὸς τὸν διευθυντὴν τοῦ Σωφρονιστηρίου κ. Πολ. Ζαχαρόπουλον. Παρακαλῶ δὲ θερμῶς ὅπως διὰ τῆς ἐγκρίτου ὑμῶν ἐφημερίδος δημοσιεύσητε τὴν ἐπιστολήν μου.	[1300, 509, 1444, 747]
ad-text: Ἐπίσης καὶ διὰ τοὺς κ. κ. ἀξιωματικοὺς ἐκτελεῖται τοιαῦτα μετὰ τῆς προσηκούσης ἐπιμελείας. Ὁ Νέος Τιμοκατάλογος ἀποστέλλεται δωρεὰν εἰς ὅποιον ζητήσει.	[1304, 1643, 1440, 1750]
price-cell-price: » 46	[1418, 1590, 1433, 1618]
article-kicker: Ἡ παρουσία τῆς Βασιλικῆς Οἰκογενείας. — Ὁ ἁγιασμός. — Τὸ ἔργον τῆς Ἀσίδης	[626, 1374, 821, 1414]
letter-signature: Διατελῶ μεθ' ὑποκλίσεως Χ. Ταταρτσιέφ	[1361, 748, 1444, 789]
ad-text: Ἡ παρὰ πάντων προτιμωμένη κατάλληλος διὰ τὸ κυνήγιον περιηγητική πυρῖτις FFF, τῆς ἀντικαταστάσης τὴν diamant Curtis, s–Harvey, πωλεῖται εἰς τὸ πρακτορεῖον τοῦ ἐργοστ. τοῦ Ἑλληνικοῦ Πυριτιδοποιείου πλατεία ἁγίου Θεοδώρων ἐν Ἀθήναις.	[152, 1090, 363, 1196]
notice-signature: (Ἐκ τοῦ γραφείου)	[259, 1050, 363, 1064]
article-heading: Η ΣΥΝΑΝΤΗΣΙΣ	[442, 299, 537, 314]
ad-address: ΟΔΟΣ ΓΕΩΡΓΙΟΥ ΣΤΑΥΡΟΥ 4	[1323, 1482, 1421, 1509]
ad-subtitle: Διὰ τοὺς κ. κ. ὑποψηφίους βουλευτὰς	[152, 447, 363, 461]
article-kicker: Κατάσχεσις τοῦ πλοίου	[423, 1430, 556, 1444]
ad-text: Εἰκόνες καλλιτεχνικαὶ μὲ πληρεστάτην ἐπιτυχίαν τῆς φυσιογνωμίας εἰς μέγεθος 0,12–0,20 μ. ἐπὶ χάρτου ἀρίστης ποιότητος ἐκτελοῦνται κατὰ χιλιάδα πρὸς	[152, 463, 363, 530]
article-heading: Ο ΕΜΠΟΡΙΚΟΣ ΣΥΛΛΟΓΟΣ	[882, 503, 1021, 516]
article-subheading: ΤΟΥ ΤΑΤΑΡΤΣΙΕΦ	[1317, 476, 1427, 492]
ad-owner: ΣΩΚΡΑΤΟΥΣ ΧΑΡΑΜΗ	[1314, 1321, 1430, 1334]
ad-heading: ΟΦΘΑΛΜΟΥΣ	[1308, 1242, 1436, 1263]
notice-signature: Ἡ Ἐπιτροπή	[294, 679, 363, 693]
article-text: Ὁ κ. Γενίσερλης, ὡς μανθάνομεν, ἐκρατήθη ὑπὸ τοῦ Βασιλέως καὶ ὡμίλησε μετ' αὐτοῦ ἐπὶ μακρόν. Ἡ παράδοσις ἐκ τοῦ ἀρχείου τοῦ Βασιλέως θὰ γίνῃ συντόμως.	[376, 771, 603, 838]
